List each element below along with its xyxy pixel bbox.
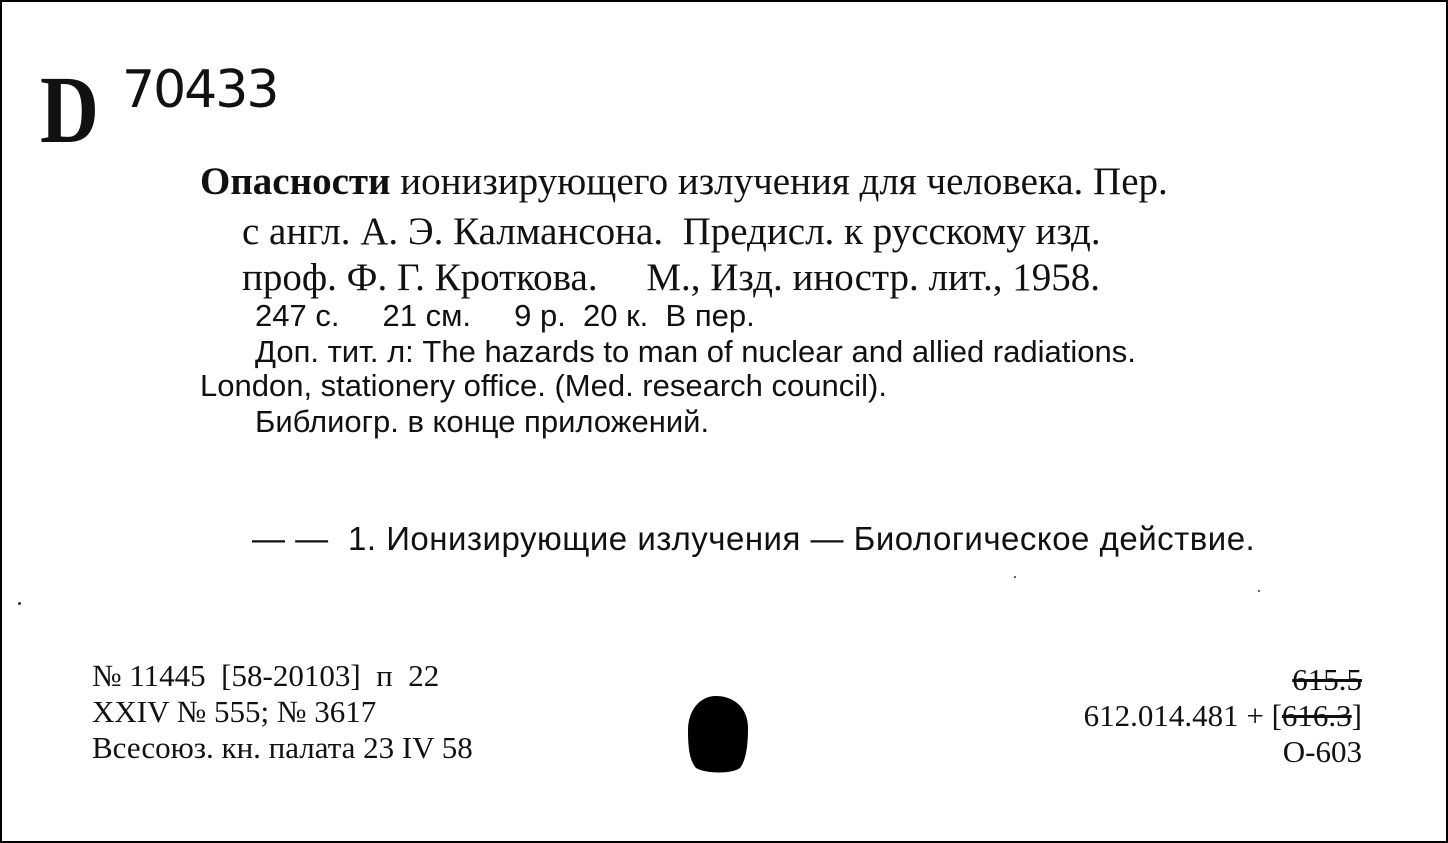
struck-classification-code: 615.5 (1292, 662, 1362, 697)
registry-line-1: № 11445 [58-20103] п 22 (92, 658, 440, 693)
author-mark: О-603 (1282, 734, 1362, 769)
dust-speck (1014, 576, 1016, 578)
udc-classification (1084, 700, 1362, 731)
parallel-title-line-2: London, stationery office. (Med. research council). (200, 368, 887, 403)
title-line-1 (200, 162, 1168, 201)
udc-main: 612.014.481 + [ (1083, 698, 1282, 733)
udc-struck-code: 616.3 (1281, 698, 1352, 733)
bibliography-note: Библиогр. в конце приложений. (255, 404, 710, 439)
catalog-letter: D (40, 56, 99, 163)
handwritten-catalog-number: 70433 (122, 60, 278, 120)
registry-line-3: Всесоюз. кн. палата 23 IV 58 (92, 730, 473, 765)
dust-speck (18, 602, 21, 605)
title-heading-word: Опасности (200, 160, 391, 203)
registry-line-2: XXIV № 555; № 3617 (92, 694, 377, 729)
parallel-title-line-1: Доп. тит. л: The hazards to man of nuclear and allied radiations. (255, 334, 1136, 369)
title-line-2: с англ. А. Э. Калмансона. Предисл. к русскому изд. (242, 210, 1101, 253)
collation-line: 247 с. 21 см. 9 р. 20 к. В пер. (255, 298, 755, 333)
dust-speck (1258, 590, 1260, 592)
title-line-3: проф. Ф. Г. Кроткова. М., Изд. иностр. лит., 1958. (242, 256, 1100, 299)
title-line-1-rest: ионизирующего излучения для человека. Пер. (390, 160, 1168, 203)
subject-heading: — — 1. Ионизирующие излучения — Биологическое действие. (252, 520, 1256, 557)
punch-hole-mark (686, 694, 750, 774)
udc-bracket-close: ] (1351, 698, 1362, 733)
